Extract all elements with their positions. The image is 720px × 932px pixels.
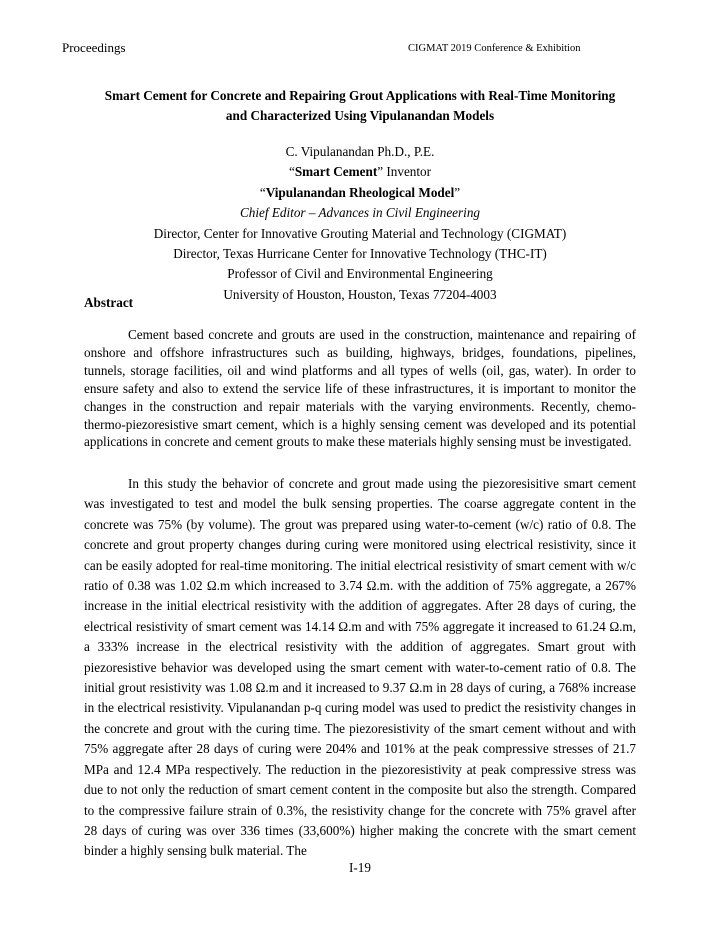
page-number: I-19 [349, 860, 371, 875]
quote-open: “ [288, 164, 295, 180]
author-block [60, 142, 660, 305]
title-line-2: and Characterized Using Vipulanandan Models [225, 108, 495, 123]
quote-close: ” [454, 184, 461, 200]
author-role: Chief Editor – Advances in Civil Engineering [239, 205, 481, 221]
affiliation-university: University of Houston, Houston, Texas 77204-4003 [223, 286, 497, 302]
author-invention-rheological-model [60, 183, 660, 203]
paper-title [60, 86, 660, 126]
author-name: C. Vipulanandan Ph.D., P.E. [285, 144, 435, 159]
author-invention-smart-cement [60, 162, 660, 182]
affiliation-cigmat: Director, Center for Innovative Grouting Material and Technology (CIGMAT) [153, 225, 567, 241]
header-proceedings: Proceedings [62, 40, 126, 55]
affiliation-thc-it: Director, Texas Hurricane Center for Innovative Technology (THC-IT) [173, 246, 547, 262]
rheological-model-label: Vipulanandan Rheological Model [265, 184, 455, 200]
abstract-paragraph-1: Cement based concrete and grouts are used in the construction, maintenance and repairing of onshore and offshore infrastructures such as building, highways, bridges, foundations, pipelines, tunnels, storage facilities, oil and wind platforms and all types of wells (oil, gas, water). In order to ensure safety and also to extend the service life of these infrastructures, it is important to monitor the changes in the construction and repair materials with the varying environments. Recently, chemo-thermo-piezoresistive smart cement, which is a highly sensing cement was developed and its potential applications in concrete and cement grouts to make these materials highly sensing must be investigated. [84, 327, 636, 450]
quote-open: “ [259, 184, 266, 200]
affiliation-professor: Professor of Civil and Environmental Engineering [227, 266, 493, 282]
inventor-label: ” Inventor [377, 164, 432, 180]
title-line-1: Smart Cement for Concrete and Repairing Grout Applications with Real-Time Monitoring [104, 88, 616, 103]
header-conference: CIGMAT 2019 Conference & Exhibition [408, 43, 581, 54]
abstract-paragraph-2: In this study the behavior of concrete and grout made using the piezoresisitive smart cement was investigated to test and model the bulk sensing properties. The coarse aggregate content in the concrete was 75% (by volume). The grout was prepared using water-to-cement (w/c) ratio of 0.8. The concrete and grout property changes during curing were monitored using electrical resistivity, since it can be easily adopted for real-time monitoring. The initial electrical resistivity of smart cement with w/c ratio of 0.38 was 1.02 Ω.m which increased to 3.74 Ω.m. with the addition of 75% aggregate, a 267% increase in the initial electrical resistivity with the addition of aggregates. After 28 days of curing, the electrical resistivity of smart cement was 14.14 Ω.m and with 75% aggregate it increased to 61.24 Ω.m, a 333% increase in the electrical resistivity with the addition of aggregates. Smart grout with piezoresistive behavior was developed using the smart cement with water-to-cement ratio of 0.8. The initial grout resistivity was 1.08 Ω.m and it increased to 9.37 Ω.m in 28 days of curing, a 768% increase in the electrical resistivity. Vipulanandan p-q curing model was used to predict the resistivity changes in the concrete and grout with the curing time. The piezoresistivity of the smart cement without and with 75% aggregate after 28 days of curing were 204% and 101% at the peak compressive stresses of 21.7 MPa and 12.4 MPa respectively. The reduction in the piezoresistivity at peak compressive stress was due to not only the reduction of smart cement content in the composite but also the strength. Compared to the compressive failure strain of 0.3%, the resistivity change for the concrete with 75% gravel after 28 days of curing was over 336 times (33,600%) higher making the concrete with the smart cement binder a highly sensing bulk material. The [84, 476, 636, 859]
smart-cement-label: Smart Cement [294, 164, 378, 180]
abstract-heading: Abstract [84, 295, 134, 310]
